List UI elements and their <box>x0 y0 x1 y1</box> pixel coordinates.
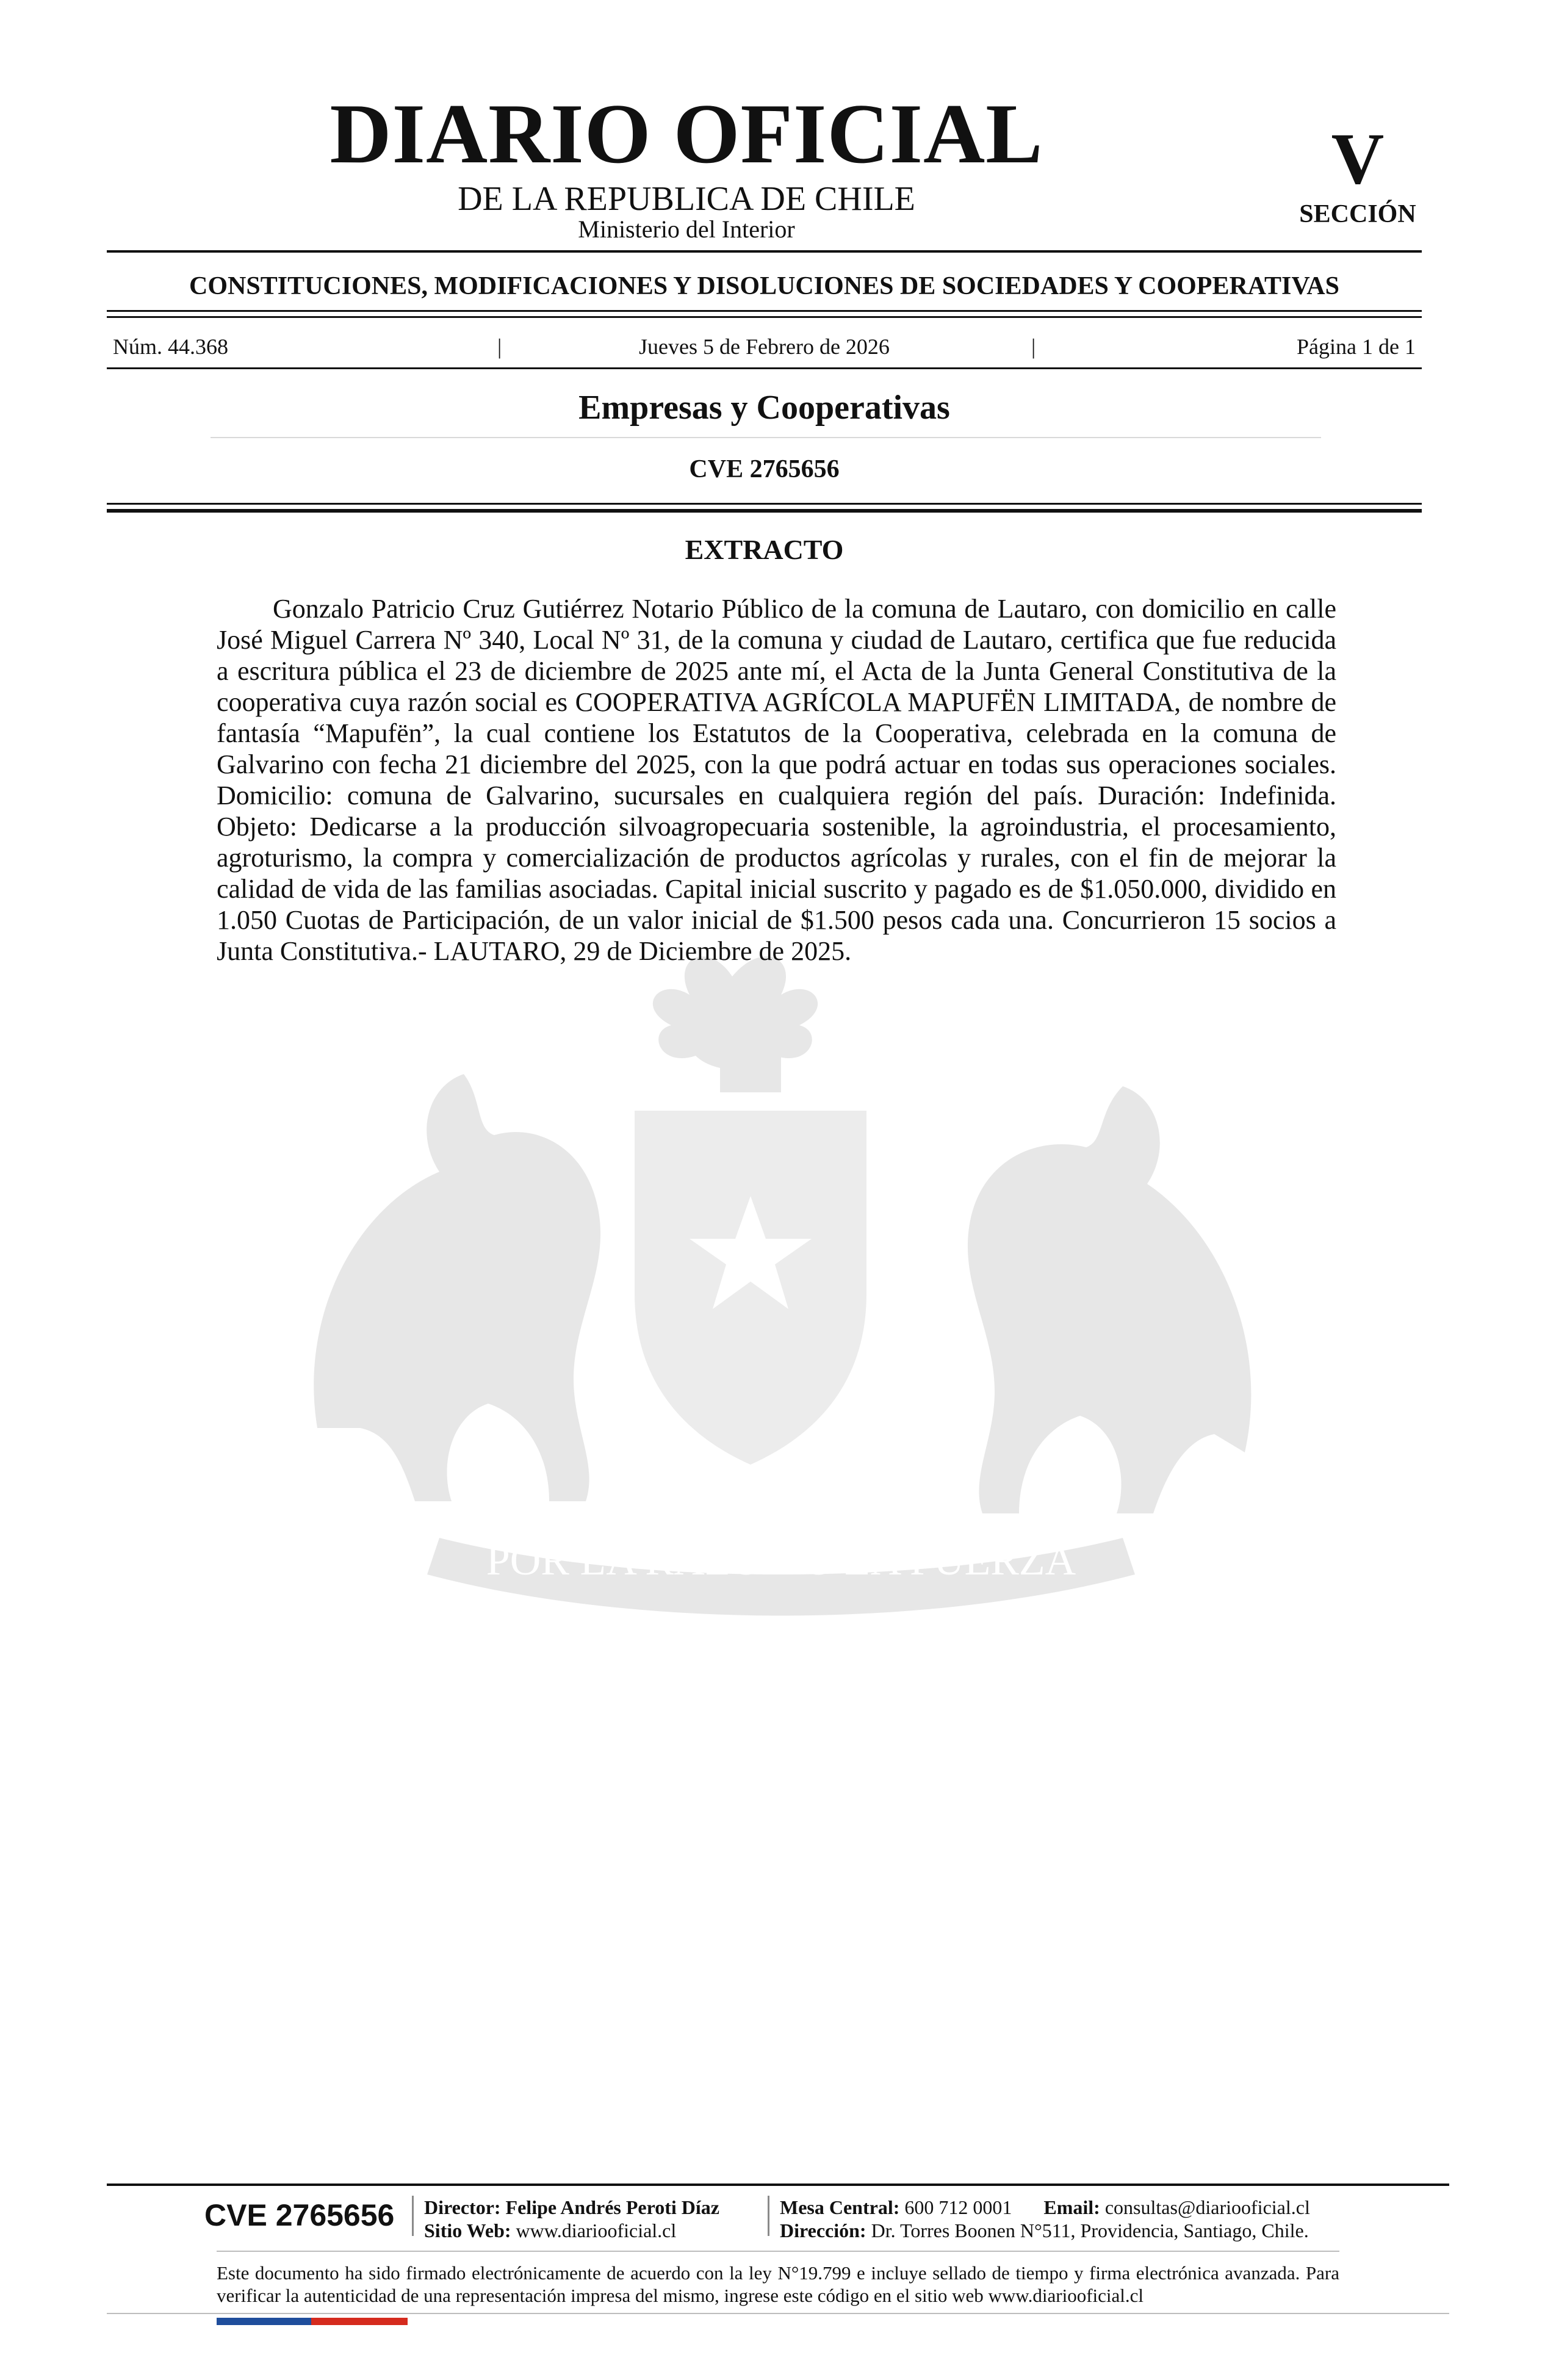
category-title: Empresas y Cooperativas <box>578 389 950 427</box>
coat-of-arms-watermark <box>207 952 1355 1660</box>
footer-divider <box>412 2196 414 2236</box>
extract-body: Gonzalo Patricio Cruz Gutiérrez Notario Público de la comuna de Lautaro, con domicilio en calle José Miguel Carrera Nº 340, Local Nº 31, de la comuna y ciudad de Lautaro, certifica que fue reducida a escritura pública el 23 de diciembre de 2025 ante mí, el Acta de la Junta General Constitutiva de la cooperativa cuya razón social es COOPERATIVA AGRÍCOLA MAPUFËN LIMITADA, de nombre de fantasía “Mapufën”, la cual contiene los Estatutos de la Cooperativa, celebrada en la comuna de Galvarino con fecha 21 diciembre del 2025, con la que podrá actuar en todas sus operaciones sociales. Domicilio: comuna de Galvarino, sucursales en cualquiera región del país. Duración: Indefinida. Objeto: Dedicarse a la producción silvoagropecuaria sostenible, la agroindustria, el procesamiento, agroturismo, la compra y comercialización de productos agrícolas y rurales, con el fin de mejorar la calidad de vida de las familias asociadas. Capital inicial suscrito y pagado es de $1.050.000, dividido en 1.050 Cuotas de Participación, de un valor inicial de $1.500 pesos cada una. Concurrieron 15 socios a Junta Constitutiva.- LAUTARO, 29 de Diciembre de 2025. <box>217 594 1336 966</box>
issue-number: Núm. 44.368 <box>113 334 228 359</box>
director-label: Director: <box>424 2196 501 2218</box>
phone-number: 600 712 0001 <box>904 2196 1012 2218</box>
phone-label: Mesa Central: <box>780 2196 900 2218</box>
footer-thin-rule <box>217 2251 1339 2252</box>
email-label: Email: <box>1043 2196 1100 2218</box>
footer-director-line <box>424 2196 719 2219</box>
cve-rule-2 <box>107 509 1422 513</box>
flag-stripe-red <box>311 2318 408 2325</box>
header-rule-top <box>107 250 1422 253</box>
masthead-subtitle: DE LA REPUBLICA DE CHILE <box>458 180 915 218</box>
flag-stripe-blue <box>217 2318 311 2325</box>
email-link[interactable]: consultas@diariooficial.cl <box>1104 2196 1310 2218</box>
cve-code: CVE 2765656 <box>689 455 840 483</box>
address-text: Dr. Torres Boonen N°511, Providencia, Santiago, Chile. <box>871 2220 1309 2241</box>
website-label: Sitio Web: <box>424 2220 511 2241</box>
footer-bottom-rule <box>107 2313 1449 2314</box>
footer-rule <box>107 2183 1449 2186</box>
website-link[interactable]: www.diariooficial.cl <box>516 2220 677 2241</box>
footer-website-line <box>424 2219 676 2242</box>
cve-rule-1 <box>107 503 1422 505</box>
masthead-ministry: Ministerio del Interior <box>578 215 795 243</box>
address-label: Dirección: <box>780 2220 866 2241</box>
extract-title: EXTRACTO <box>685 534 844 565</box>
director-name: Felipe Andrés Peroti Díaz <box>505 2196 719 2218</box>
issue-date: Jueves 5 de Febrero de 2026 <box>639 334 890 359</box>
footer-divider <box>768 2196 769 2236</box>
section-letter: V <box>1331 118 1385 199</box>
footer-address-line <box>780 2219 1309 2242</box>
masthead-title: DIARIO OFICIAL <box>330 87 1043 181</box>
category-divider <box>211 437 1321 438</box>
meta-separator: | <box>1031 334 1036 359</box>
footer-signature-note: Este documento ha sido firmado electrónicamente de acuerdo con la ley N°19.799 e incluye sellado de tiempo y firma electrónica avanzada. Para verificar la autenticidad de una representación impresa del mismo, ingrese este código en el sitio web www.diariooficial.cl <box>217 2262 1339 2306</box>
footer-contact-line <box>780 2196 1310 2219</box>
meta-rule-bottom <box>107 367 1422 369</box>
issue-meta-row <box>107 334 1422 359</box>
section-label: SECCIÓN <box>1299 200 1416 228</box>
section-banner: CONSTITUCIONES, MODIFICACIONES Y DISOLUCIONES DE SOCIEDADES Y COOPERATIVAS <box>189 272 1339 300</box>
meta-separator: | <box>497 334 502 359</box>
coat-of-arms-motto: POR LA RAZÓN O LA FUERZA <box>486 1537 1076 1584</box>
header-rule-mid-2 <box>107 316 1422 318</box>
footer-cve: CVE 2765656 <box>204 2198 395 2232</box>
header-rule-mid-1 <box>107 310 1422 312</box>
page-number: Página 1 de 1 <box>1297 334 1416 359</box>
